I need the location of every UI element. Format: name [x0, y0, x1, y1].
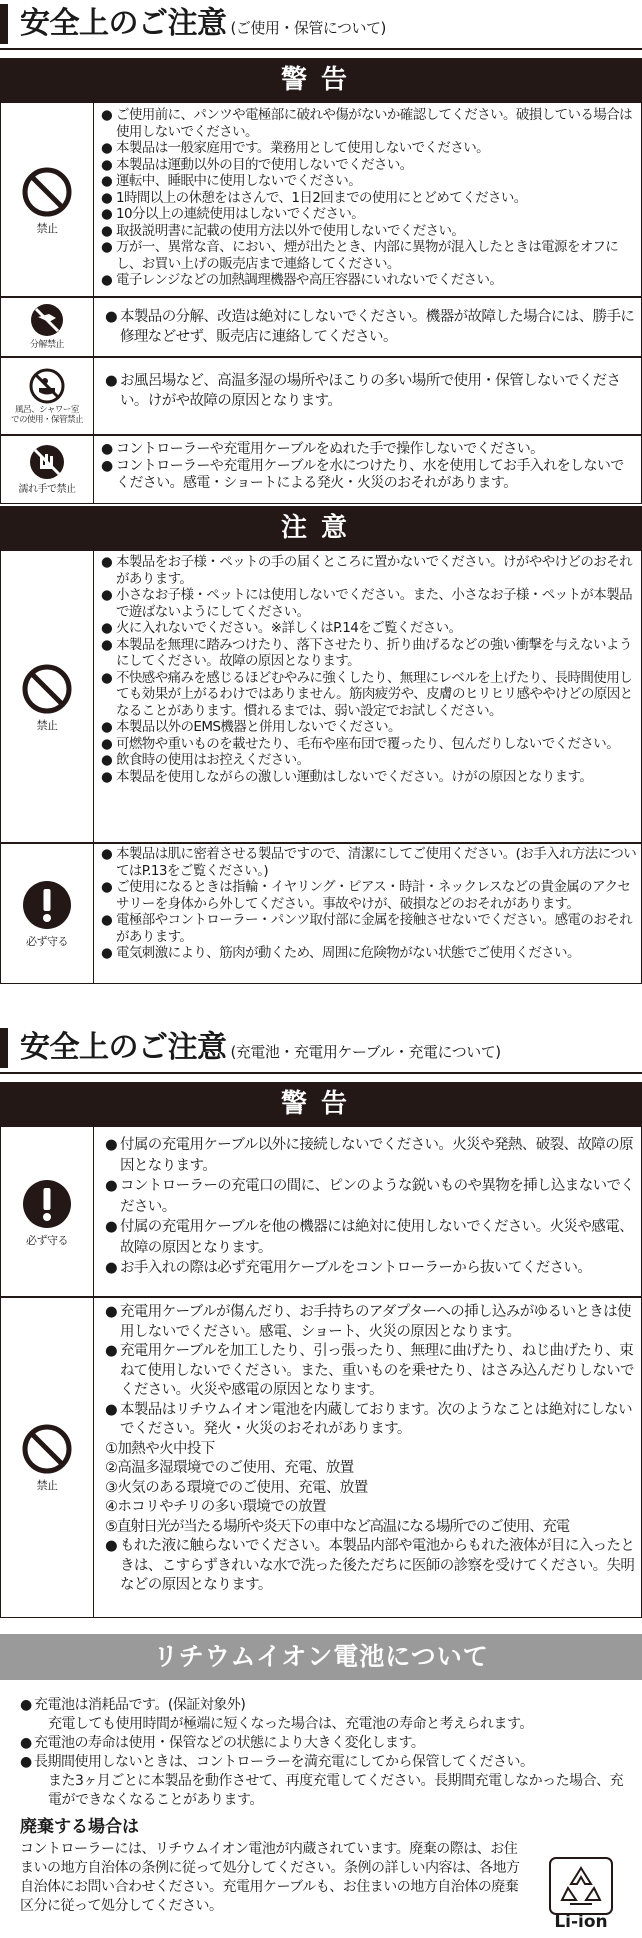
- list-item: ● 充電池の寿命は使用・保管などの状態により大きく変化します。: [20, 1735, 425, 1751]
- list-item: ● 付属の充電用ケーブルを他の機器には絶対に使用しないでください。火災や感電、故障の原因となります。: [105, 1219, 633, 1256]
- list-item: ● もれた液に触らないでください。本製品内部や電池からもれた液体が目に入ったときは、こすらずきれいな水で洗った後ただちに医師の診察を受けてください。失明などの原因となります。: [105, 1538, 635, 1593]
- section1-subtitle: (ご使用・保管について): [230, 19, 386, 37]
- section-marker: [0, 1028, 8, 1068]
- caution-banner: 注意: [0, 506, 642, 550]
- list-item: ● 10分以上の連続使用はしないでください。: [101, 206, 365, 222]
- caution-list: [101, 846, 637, 962]
- list-item: ● 充電用ケーブルを加工したり、引っ張ったり、無理に曲げたり、ねじ曲げたり、束ねて使用しないでください。また、重いものを乗せたり、はさみ込んだりしないでください。火災や感電の原因となります。: [105, 1343, 634, 1398]
- liion-list: [20, 1696, 630, 1810]
- list-item: ● コントローラーや充電用ケーブルを水につけたり、水を使用してお手入れをしないでください。感電・ショートによる発火・火災のおそれがあります。: [101, 458, 624, 491]
- list-item-detail: 充電しても使用時間が極端に短くなった場合は、充電池の寿命と考えられます。: [48, 1716, 533, 1732]
- section1-title: 安全上のご注意 (ご使用・保管について): [20, 6, 386, 41]
- warning-banner: 警告: [0, 1082, 642, 1126]
- numbered-item: ④ホコリやチリの多い環境での放置: [105, 1499, 326, 1515]
- divider: [0, 48, 642, 50]
- s2-row-mandatory: [0, 1126, 642, 1298]
- list-item: ● 付属の充電用ケーブル以外に接続しないでください。火災や発熱、破裂、故障の原因となります。: [105, 1137, 633, 1174]
- section2-title: 安全上のご注意 (充電池・充電用ケーブル・充電について): [20, 1030, 501, 1065]
- prohibited-icon: [21, 663, 73, 715]
- icon-cell: [1, 357, 94, 435]
- list-item: ● 1時間以上の休憩をはさんで、1日2回までの使用にとどめてください。: [101, 189, 527, 206]
- list-item-detail: また3ヶ月ごとに本製品を動作させて、再度充電してください。長期間充電しなかった場合、充電ができなくなることがあります。: [48, 1773, 624, 1808]
- caution-row-mandatory: [0, 842, 642, 984]
- s2-row-prohibited: [0, 1296, 642, 1618]
- liion-banner: リチウムイオン電池について: [0, 1634, 642, 1680]
- list-item: ● 長期間使用しないときは、コントローラーを満充電にしてから保管してください。: [20, 1754, 534, 1770]
- no-bath-icon: [29, 368, 65, 404]
- list-item: ● 本製品を使用しながらの激しい運動はしないでください。けがの原因となります。: [101, 768, 593, 785]
- list-item: ● 本製品はリチウムイオン電池を内蔵しております。次のようなことは絶対にしないでください。発火・火災のおそれがあります。: [105, 1401, 632, 1437]
- icon-cell: [1, 103, 94, 297]
- warning-row-no-bath: [0, 356, 642, 436]
- warning-list: [105, 307, 637, 347]
- list-item: ● 電気刺激により、筋肉が動くため、周囲に危険物がない状態でご使用ください。: [101, 945, 580, 961]
- list-item: ● コントローラーや充電用ケーブルをぬれた手で操作しないでください。: [101, 441, 544, 457]
- numbered-item: ③火気のある環境でのご使用、充電、放置: [105, 1479, 368, 1496]
- icon-cell: [1, 1297, 94, 1617]
- list-item: ● コントローラーの充電口の間に、ピンのような鋭いものや異物を挿し込まないでください。: [105, 1178, 635, 1215]
- list-item: ● 電極部やコントローラー・パンツ取付部に金属を接触させないでください。感電のおそれがあります。: [101, 912, 632, 945]
- icon-label: 禁止: [36, 221, 58, 235]
- prohibited-icon: [21, 166, 73, 218]
- liion-label: Li-ion: [554, 1912, 608, 1932]
- prohibited-icon: [21, 1423, 73, 1475]
- list-item: ● 本製品は一般家庭用です。業務用として使用しないでください。: [101, 140, 490, 156]
- icon-label: 風呂、シャワー室 での使用・保管禁止: [10, 404, 83, 425]
- list-item: ● ご使用になるときは指輪・イヤリング・ピアス・時計・ネックレスなどの貴金属のアクセサリーを身体から外してください。事故やけが、破損などのおそれがあります。: [101, 879, 631, 912]
- numbered-item: ⑤直射日光が当たる場所や炎天下の車中など高温になる場所でのご使用、充電: [105, 1518, 569, 1535]
- list-item: ● 取扱説明書に記載の使用方法以外で使用しないでください。: [101, 222, 465, 239]
- disposal-text: コントローラーには、リチウムイオン電池が内蔵されています。廃棄の際は、お住まいの地方自治体の条例に従って処分してください。条例の詳しい内容は、各地方自治体にお問い合わせください。充電用ケーブルも、お住まいの地方自治体の廃棄区分に従って処分してください。: [20, 1841, 520, 1914]
- icon-label: 禁止: [36, 718, 58, 732]
- list-item: ● 本製品を無理に踏みつけたり、落下させたり、折り曲げるなどの強い衝撃を与えないようにしてください。故障の原因となります。: [101, 636, 632, 669]
- warning-list: [101, 441, 637, 492]
- list-item: ● 飲食時の使用はお控えください。: [101, 752, 310, 768]
- s2-list: [105, 1303, 637, 1596]
- list-item: ● 本製品以外のEMS機器と併用しないでください。: [101, 719, 401, 735]
- mandatory-icon: [21, 1178, 73, 1230]
- list-item: ● 運転中、睡眠中に使用しないでください。: [101, 173, 362, 189]
- icon-cell: [1, 297, 94, 357]
- list-item: ● ご使用前に、パンツや電極部に破れや傷がないか確認してください。破損している場合は使用しないでください。: [101, 107, 632, 140]
- warning-list: [105, 371, 637, 411]
- section2-subtitle: (充電池・充電用ケーブル・充電について): [230, 1043, 501, 1061]
- list-item: ● お風呂場など、高温多湿の場所やほこりの多い場所で使用・保管しないでください。けがや故障の原因となります。: [105, 373, 621, 409]
- list-item: ● 火に入れないでください。※詳しくはP.14をご覧ください。: [101, 620, 462, 636]
- list-item: ● 万が一、異常な音、におい、煙が出たとき、内部に異物が混入したときは電源をオフにし、お買い上げの販売店まで連絡してください。: [101, 239, 619, 272]
- section-marker: [0, 4, 8, 44]
- no-wet-hands-icon: [28, 443, 66, 481]
- icon-label: 分解禁止: [29, 340, 64, 350]
- icon-cell: [1, 1127, 94, 1297]
- icon-cell: [1, 551, 94, 843]
- icon-label: 禁止: [36, 1478, 58, 1492]
- list-item: ● 本製品をお子様・ペットの手の届くところに置かないでください。けがややけどのおそれがあります。: [101, 554, 632, 587]
- icon-cell: [1, 435, 94, 503]
- warning-row-prohibited: [0, 102, 642, 298]
- list-item: ● 小さなお子様・ペットには使用しないでください。また、小さなお子様・ペットが本製品で遊ばないようにしてください。: [101, 587, 632, 620]
- list-item: ● 本製品は肌に密着させる製品ですので、清潔にしてご使用ください。(お手入れ方法についてはP.13をご覧ください。): [101, 846, 637, 879]
- list-item: ● 可燃物や重いものを載せたり、毛布や座布団で覆ったり、包んだりしないでください。: [101, 735, 620, 752]
- warning-row-no-disassembly: [0, 296, 642, 358]
- warning-row-no-wet-hands: [0, 434, 642, 504]
- warning-list: [101, 107, 637, 289]
- icon-cell: [1, 843, 94, 983]
- caution-row-prohibited: [0, 550, 642, 844]
- list-item: ● 充電用ケーブルが傷んだり、お手持ちのアダプターへの挿し込みがゆるいときは使用しないでください。感電、ショート、火災の原因となります。: [105, 1304, 631, 1340]
- numbered-item: ①加熱や火中投下: [105, 1440, 215, 1457]
- list-item: ● 電子レンジなどの加熱調理機器や高圧容器にいれないでください。: [101, 272, 503, 288]
- no-disassembly-icon: [29, 302, 65, 338]
- s2-list: [105, 1135, 637, 1279]
- divider: [0, 1072, 642, 1074]
- disposal-title: 廃棄する場合は: [20, 1817, 139, 1837]
- caution-list: [101, 554, 637, 785]
- numbered-item: ②高温多湿環境でのご使用、充電、放置: [105, 1460, 354, 1476]
- icon-label: 必ず守る: [26, 1233, 68, 1247]
- icon-label: 濡れ手で禁止: [18, 483, 76, 495]
- icon-label: 必ず守る: [26, 934, 68, 948]
- list-item: ● 本製品の分解、改造は絶対にしないでください。機器が故障した場合には、勝手に修理などせず、販売店に連絡してください。: [105, 309, 635, 345]
- warning-banner: 警告: [0, 58, 642, 102]
- mandatory-icon: [21, 879, 73, 931]
- list-item: ● 本製品は運動以外の目的で使用しないでください。: [101, 156, 413, 173]
- list-item: ● 充電池は消耗品です。(保証対象外): [20, 1697, 246, 1713]
- list-item: ● 不快感や痛みを感じるほどむやみに強くしたり、無理にレベルを上げたり、長時間使用しても効果が上がるわけではありません。筋肉疲労や、皮膚のヒリヒリ感ややけどの原因となることがあります。慣れるまでは、弱い設定でお試しください。: [101, 669, 633, 719]
- list-item: ● お手入れの際は必ず充電用ケーブルをコントローラーから抜いてください。: [105, 1260, 592, 1276]
